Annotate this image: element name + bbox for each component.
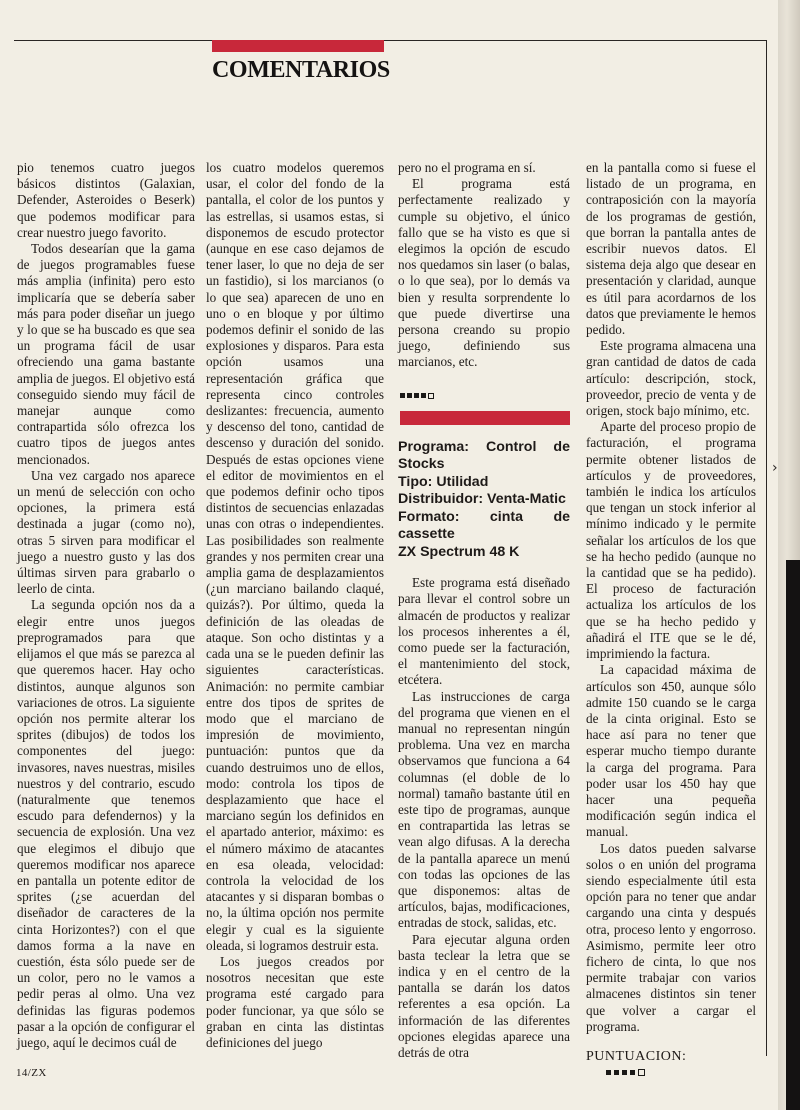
paragraph: Este programa almacena una gran cantidad de datos de cada artículo: descripción, stock, proveedor, precio de venta y de origen, stock bajo mínimo, etc. — [586, 338, 756, 419]
section-title: COMENTARIOS — [212, 57, 390, 83]
spec-programa: Programa: Control de Stocks — [398, 438, 570, 473]
score-square-filled-icon — [630, 1070, 635, 1075]
adjacent-page-mark: › — [772, 460, 778, 476]
square-filled-icon — [421, 393, 426, 398]
paragraph: Aparte del proceso propio de facturación, el programa permite obtener listados de artículos y de proveedores, también le indica los artículos que tengan un stock inferior al mínimo indicado y le permite señalar los artículos de los que se ha hecho pedido (aunque no la cantidad que se ha pedido). El proceso de facturación actualiza los artículos de los que se ha hecho pedido y añadirá el ITE que se le dé, imprimiendo la factura. — [586, 419, 756, 662]
paragraph: Este programa está diseñado para llevar el control sobre un almacén de productos y realizar los procesos inherentes a él, como puede ser la facturación, el mantenimiento del stock, etcétera. — [398, 575, 570, 688]
score-square-open-icon — [638, 1069, 645, 1076]
spec-formato: Formato: cinta de cassette — [398, 508, 570, 543]
article-column-1 — [17, 160, 195, 1051]
square-filled-icon — [407, 393, 412, 398]
spec-maquina: ZX Spectrum 48 K — [398, 543, 520, 560]
square-filled-icon — [400, 393, 405, 398]
adjacent-page-dark-region — [786, 560, 800, 1110]
paragraph: pero no el programa en sí. — [398, 160, 536, 175]
paragraph: pio tenemos cuatro juegos básicos distintos (Galaxian, Defender, Asteroides o Beserk) que podemos modificar para crear nuestro juego favorito. — [17, 160, 195, 240]
paragraph: La capacidad máxima de artículos son 450, aunque sólo admite 150 cuando se le carga de la cinta original. Esto se hace así para no tener que esperar mucho tiempo durante la carga del programa. Para poder usar los 450 hay que hacer una pequeña modificación según indica el manual. — [586, 662, 756, 840]
score-square-filled-icon — [614, 1070, 619, 1075]
paragraph: Todos desearían que la gama de juegos programables fuese más amplia (infinita) pero esto implicaría que se debería saber más para poder diseñar un juego y lo que se ha buscado es que sea un programa fácil de usar ofreciendo una gama bastante amplia de juegos. El objetivo está conseguido siendo muy fácil de manejar aunque como contrapartida sólo ofrezca los cuatro tipos de juegos antes mencionados. — [17, 241, 195, 467]
article-column-4 — [586, 160, 756, 1076]
score-square-filled-icon — [622, 1070, 627, 1075]
paragraph: Los datos pueden salvarse solos o en unión del programa siendo especialmente útil esta opción para no tener que andar cargando una cinta y después otra, proceso lento y engorroso. Asimismo, permite leer otro fichero de cinta, lo que nos permite trabajar con varios almacenes distintos sin tener que volver a cargar el programa. — [586, 840, 756, 1034]
spec-tipo: Tipo: Utilidad — [398, 473, 489, 490]
square-filled-icon — [414, 393, 419, 398]
review-accent-bar — [400, 411, 570, 425]
score-label: PUNTUACION: — [586, 1048, 687, 1064]
paragraph: La segunda opción nos da a elegir entre unos juegos preprogramados para que elijamos el que más se parezca al que queremos hacer. Hay ocho distintos, aunque algunos son variaciones de otros. La siguiente opción nos permite alterar los sprites (dibujos) de todos los componentes del juego: invasores, naves nuestras, misiles nuestros y del contrario, escudo (naturalmente que tenemos escudo para defendernos) y la secuencia de explosión. Una vez que elegimos el dibujo que queremos modificar nos aparece en pantalla un potente editor de sprites (¿se acuerdan del diseñador de caracteres de la cinta Horizontes?) con el que damos forma a la nave en cuestión, ésta sólo puede ser de un color, pero no le vamos a pedir peras al olmo. Una vez definidas las figuras podemos pasar a la opción de configurar el juego, aquí le decimos cuál de — [17, 597, 195, 1050]
paragraph: los cuatro modelos queremos usar, el color del fondo de la pantalla, el color de los puntos y las estrellas, si usamos estas, si disponemos de escudo protector (aunque en ese caso dejamos de tener laser, lo que no deja de ser un fastidio), si los marcianos (o lo que sea) aparecen de uno en uno o en bloque y por último podemos definir el sonido de las explosiones y disparos. Para esta opción usamos una representación gráfica que representa cinco controles deslizantes: frecuencia, aumento y descenso del tono, cantidad de descenso y duración del sonido. Después de estas opciones viene el editor de movimientos en el que podemos definir ocho tipos distintos de secuencias enlazadas unas con otras o independientes. Las posibilidades son realmente grandes y nos permiten crear una amplia gama de desplazamientos (¿un marciano bailando claqué, quizás?). Por último, queda la definición de las oleadas de ataque. Son ocho distintas y a cada una se le pueden definir las siguientes características. Animación: no permite cambiar entre dos tipos de sprites de modo que el marciano de impresión de movimiento, puntuación: puntos que da cuando destruimos uno de ellos, modo: controla los tipos de desplazamiento que hace el marciano según los definidos en el apartado anterior, máximo: es el número máximo de atacantes en esa oleada, velocidad: controla la velocidad de los atacantes y si disparan bombas o no, la última opción nos permite elegir y cual es la siguiente oleada, si logramos destruir esta. — [206, 160, 384, 953]
article-column-2 — [206, 160, 384, 1051]
paragraph: Las instrucciones de carga del programa que vienen en el manual no representan ningún problema. Una vez en marcha observamos que funciona a 64 columnas (el doble de lo normal) tamaño bastante útil en este tipo de programas, aunque en contrapartida las letras se vean algo difusas. A la derecha de la pantalla aparece un menú con todas las opciones de las que disponemos: altas de artículos, bajas, modificaciones, entradas de stock, salidas, etc. — [398, 688, 570, 931]
paragraph: Para ejecutar alguna orden basta teclear la letra que se indica y en el centro de la pantalla se darán los datos referentes a esa opción. La información de las diferentes opciones elegidas aparece una detrás de otra — [398, 931, 570, 1061]
section-separator-squares — [400, 393, 570, 399]
article-column-3 — [398, 160, 570, 1061]
score-rating — [606, 1069, 756, 1076]
square-open-icon — [428, 393, 434, 399]
score-square-filled-icon — [606, 1070, 611, 1075]
paragraph: en la pantalla como si fuese el listado de un programa, en contraposición con la mayoría de los programas de gestión, que borran la pantalla antes de escribir nuevos datos. El sistema deja algo que desear en presentación y claridad, aunque es útil para acordarnos de los datos que previamente le hemos pedido. — [586, 160, 756, 338]
paragraph: Los juegos creados por nosotros necesitan que este programa esté cargado para poder funcionar, ya que sólo se graban en cinta las distintas definiciones del juego — [206, 953, 384, 1050]
header-accent-bar — [212, 40, 384, 52]
spec-distribuidor: Distribuidor: Venta-Matic — [398, 491, 566, 508]
paragraph: El programa está perfectamente realizado y cumple su objetivo, el único fallo que se ha visto es que si elegimos la opción de escudo nos quedamos sin laser (o balas, o lo que sea), por lo demás va bien y resulta sorprendente lo que puede divertirse una persona creando su propio juego, definiendo sus marcianos, etc. — [398, 176, 570, 370]
paragraph: Una vez cargado nos aparece un menú de selección con ocho opciones, la primera está destinada a jugar (como no), otras 5 sirven para modificar el juego a nuestro gusto y las dos últimas sirven para grabarlo o leerlo de cinta. — [17, 467, 195, 597]
page-number: 14/ZX — [16, 1067, 47, 1079]
program-spec-box — [398, 439, 570, 562]
